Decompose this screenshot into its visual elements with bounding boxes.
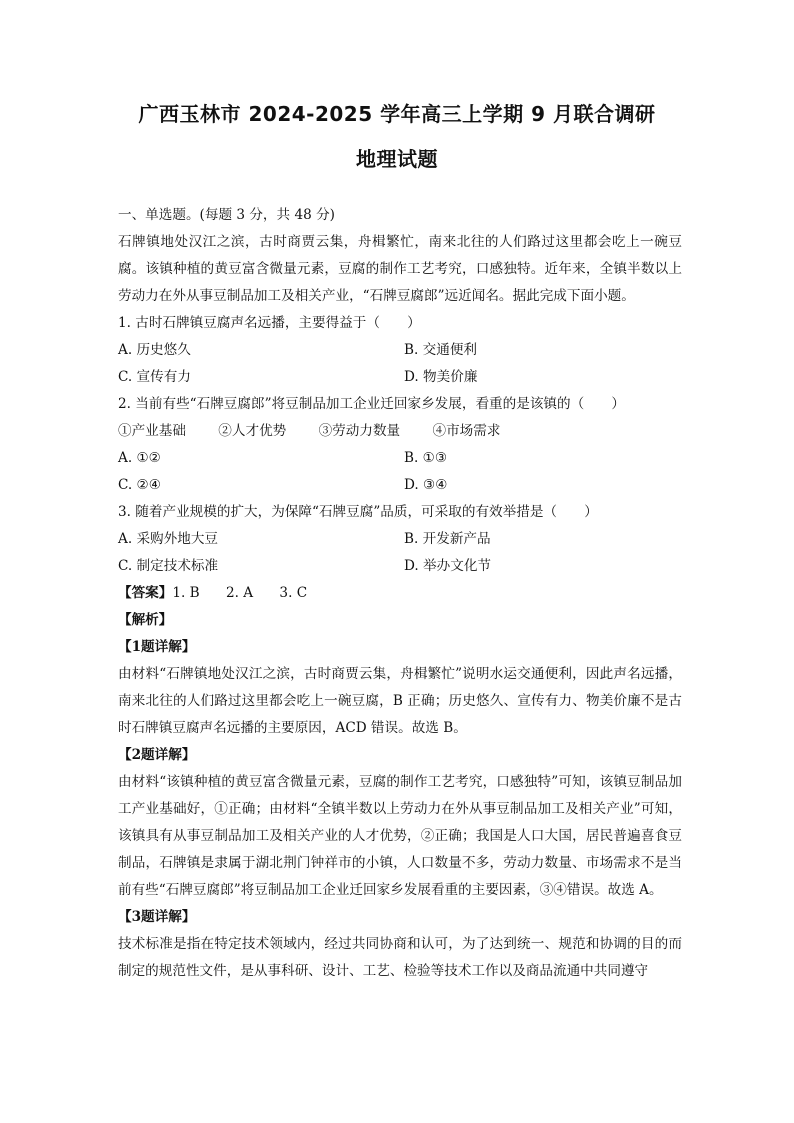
section-header: 一、单选题。(每题 3 分，共 48 分) [118,207,335,223]
question-1-option-d: D. 物美价廉 [404,369,478,385]
material-paragraph: 石牌镇地处汉江之滨，古时商贾云集，舟楫繁忙，南来北往的人们路过这里都会吃上一碗豆腐。该镇种植的黄豆富含微量元素，豆腐的制作工艺考究，口感独特。近年来，全镇半数以上劳动力在外从事豆制品加工及相关产业，“石牌豆腐郎”远近闻名。据此完成下面小题。 [118,234,682,304]
question-3-options-row-2 [118,553,682,580]
detail-3-text: 技术标准是指在特定技术领域内，经过共同协商和认可，为了达到统一、规范和协调的目的而制定的规范性文件，是从事科研、设计、工艺、检验等技术工作以及商品流通中共同遵守 [118,936,682,979]
question-2-items [118,418,682,445]
answer-label: 【答案】 [118,585,173,601]
question-2-item-3: ③劳动力数量 [318,423,401,439]
question-2-item-1: ①产业基础 [118,423,186,439]
detail-2-label: 【2题详解】 [118,747,196,763]
question-2-option-b: B. ①③ [404,450,448,466]
detail-3-label: 【3题详解】 [118,909,196,925]
detail-1-text: 由材料“石牌镇地处汉江之滨，古时商贾云集，舟楫繁忙”说明水运交通便利，因此声名远播，南来北往的人们路过这里都会吃上一碗豆腐，B 正确；历史悠久、宣传有力、物美价廉不是古时石牌镇豆腐声名远播的主要原因，ACD 错误。故选 B。 [118,666,682,736]
analysis-label: 【解析】 [118,612,173,628]
answer-item-2: 2. A [225,585,254,601]
answer-line [118,580,682,607]
question-1-option-c: C. 宣传有力 [118,369,191,385]
question-2-item-4: ④市场需求 [432,423,501,439]
question-2-options-row-2 [118,472,682,499]
question-2-option-d: D. ③④ [404,477,448,493]
question-3-option-c: C. 制定技术标准 [118,558,219,574]
question-2-stem: 2. 当前有些“石牌豆腐郎”将豆制品加工企业迁回家乡发展，看重的是该镇的（ ） [118,396,625,412]
question-3-options-row-1 [118,526,682,553]
question-3-option-d: D. 举办文化节 [404,558,492,574]
document-subtitle: 地理试题 [356,147,438,171]
question-1-option-a: A. 历史悠久 [118,342,191,358]
document-title: 广西玉林市 2024-2025 学年高三上学期 9 月联合调研 [138,102,656,126]
document-body [118,202,682,985]
question-2-option-a: A. ①② [118,450,161,466]
question-1-options-row-2 [118,364,682,391]
answer-item-3: 3. C [279,585,308,601]
question-3-stem: 3. 随着产业规模的扩大，为保障“石牌豆腐”品质，可采取的有效举措是（ ） [118,504,598,520]
question-1-stem: 1. 古时石牌镇豆腐声名远播，主要得益于（ ） [118,315,421,331]
question-3-option-a: A. 采购外地大豆 [118,531,219,547]
question-1-option-b: B. 交通便利 [404,342,478,358]
answer-item-1: 1. B [172,585,200,601]
question-3-option-b: B. 开发新产品 [404,531,491,547]
question-2-option-c: C. ②④ [118,477,161,493]
detail-2-text: 由材料“该镇种植的黄豆富含微量元素，豆腐的制作工艺考究，口感独特”可知，该镇豆制品加工产业基础好，①正确；由材料“全镇半数以上劳动力在外从事豆制品加工及相关产业”可知，该镇具有从事豆制品加工及相关产业的人才优势，②正确；我国是人口大国，居民普遍喜食豆制品，石牌镇是隶属于湖北荆门钟祥市的小镇，人口数量不多，劳动力数量、市场需求不是当前有些“石牌豆腐郎”将豆制品加工企业迁回家乡发展看重的主要因素，③④错误。故选 A。 [118,774,682,898]
question-2-item-2: ②人才优势 [218,423,287,439]
question-2-options-row-1 [118,445,682,472]
detail-1-label: 【1题详解】 [118,639,196,655]
question-1-options-row-1 [118,337,682,364]
